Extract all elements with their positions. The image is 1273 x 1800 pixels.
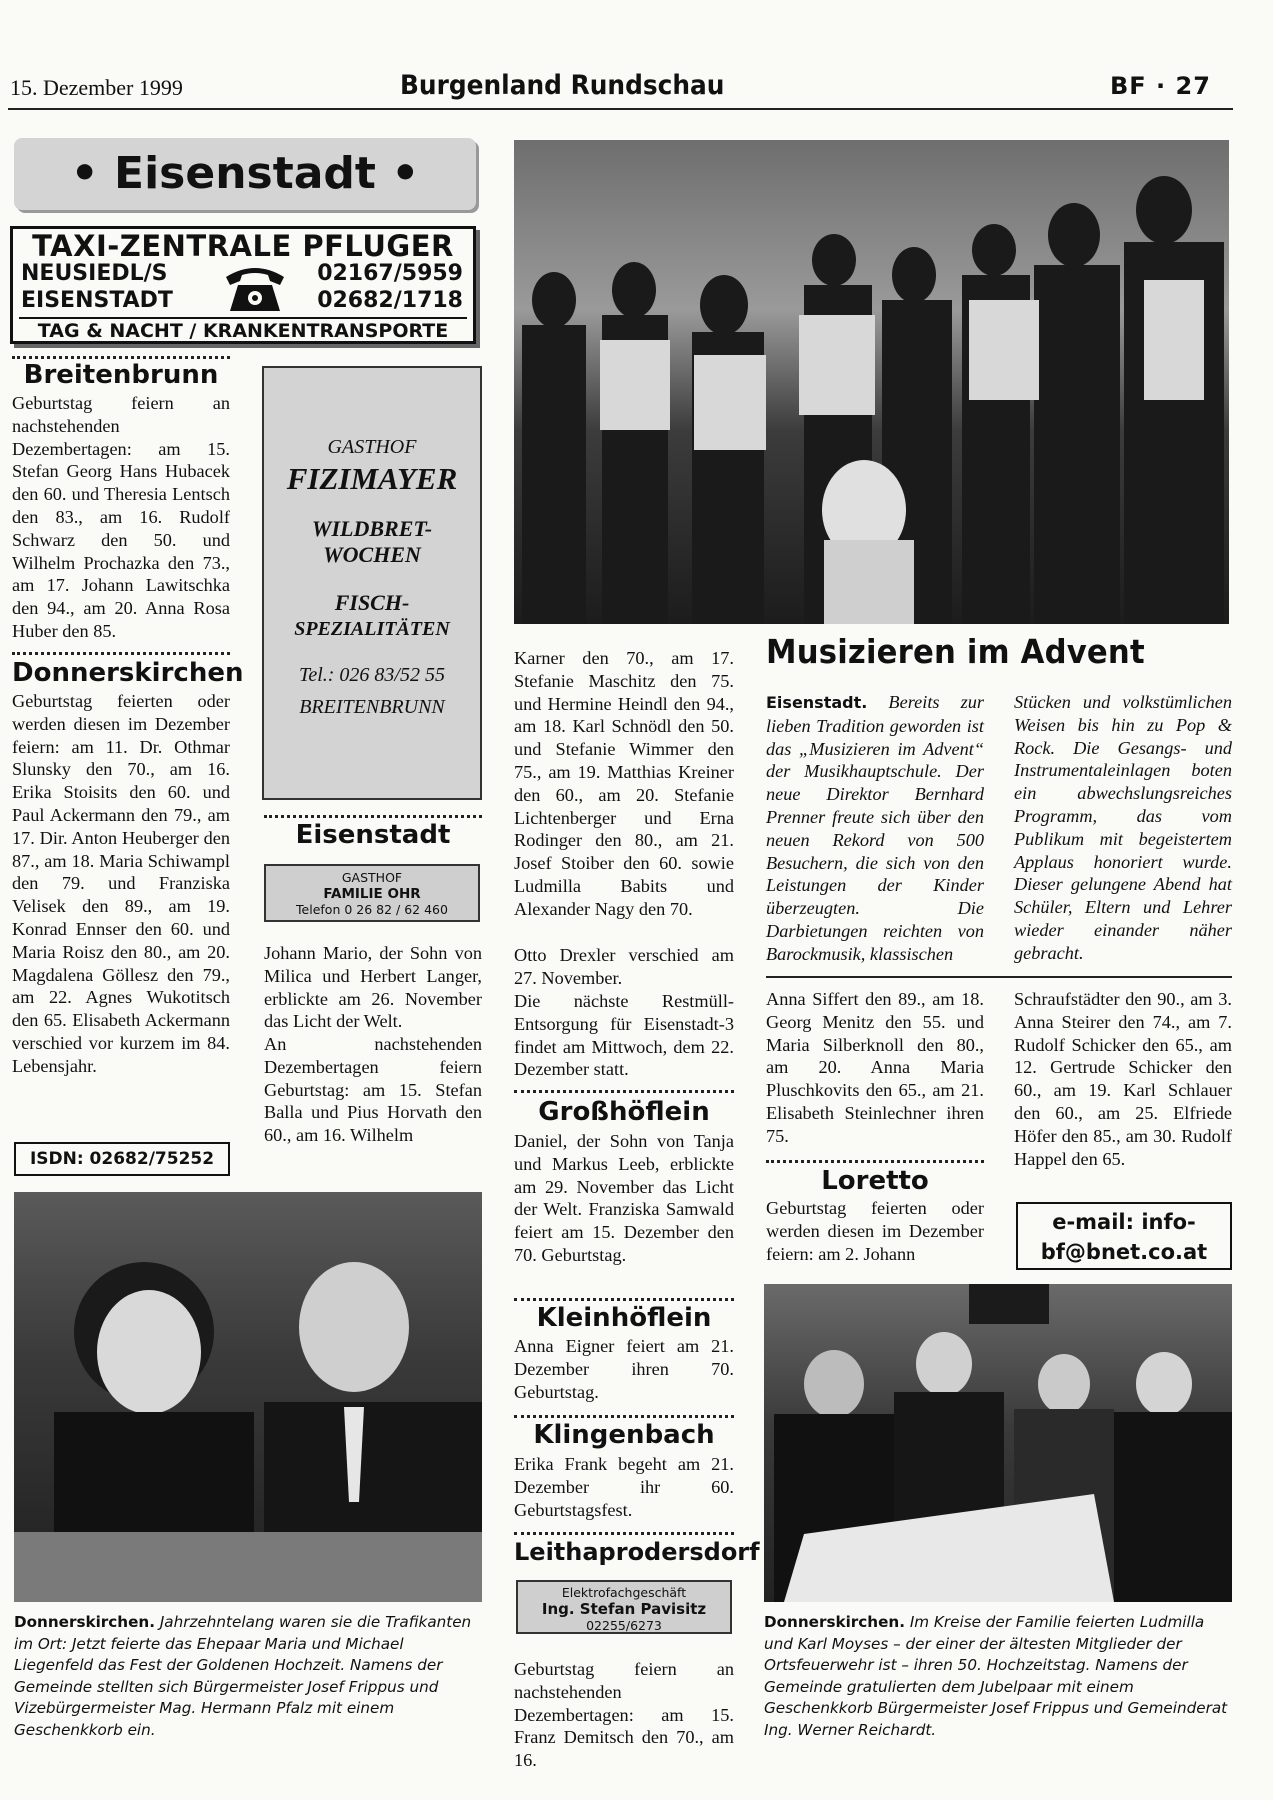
taxi-city-1: NEUSIEDL/S xyxy=(21,261,168,286)
klingenbach-text: Erika Frank begeht am 21. Dezember ihr 60. Geburtstagsfest. xyxy=(514,1454,734,1520)
divider xyxy=(264,815,482,818)
pavisitz-ad-name: Ing. Stefan Pavisitz xyxy=(541,1600,707,1618)
choir-photo xyxy=(514,140,1229,624)
section-heading-kleinhoeflein: Kleinhöflein xyxy=(536,1303,712,1333)
divider xyxy=(12,356,230,359)
section-heading-donnerskirchen: Donnerskirchen xyxy=(12,658,244,688)
caption-right-lead: Donnerskirchen. xyxy=(764,1613,905,1631)
pavisitz-ad xyxy=(516,1580,732,1634)
gasthof-offer-1: WILDBRET- xyxy=(311,516,433,541)
taxi-phone-2: 02682/1718 xyxy=(317,288,463,313)
caption-left-text: Jahrzehntelang waren sie die Trafikanten im Ort: Jetzt feierte das Ehepaar Maria und Michael Liegenfeld das Fest der Goldenen Hochzeit. Namens der Gemeinde stellten sich Bürgermeister Josef Frippus und Vizebürgermeister Mag. Hermann Pfalz mit einem Geschenkkorb ein. xyxy=(14,1613,472,1739)
gasthof-offer-2: FISCH- xyxy=(334,590,410,615)
family-photo xyxy=(764,1284,1232,1602)
divider xyxy=(12,652,230,655)
eisenstadt-birthday-text: An nachstehenden Dezembertagen feiern Geburtstag: am 15. Stefan Balla und Pius Horvath den 60., am 16. Wilhelm xyxy=(264,1034,482,1146)
eisenstadt-birth-text: Johann Mario, der Sohn von Milica und Herbert Langer, erblickte am 26. November das Licht der Welt. xyxy=(264,943,482,1032)
gasthof-name: FIZIMAYER xyxy=(286,461,458,496)
advent-text-col1 xyxy=(766,691,984,966)
taxi-ad-name: TAXI-ZENTRALE PFLUGER xyxy=(32,229,454,263)
caption-left xyxy=(14,1612,482,1741)
gasthof-fizimayer-ad xyxy=(262,366,482,800)
eisenstadt-birthday-text-cont: Karner den 70., am 17. Stefanie Maschitz den 75. und Hermine Heindl den 94., am 18. Karl Schnödl den 50. und Stefanie Wimmer den 75., am 19. Matthias Kreiner den 60., am 20. Stefanie Lichtenberger und Erna Rodinger den 80., am 21. Josef Stoiber den 60. sowie Ludmilla Babits und Alexander Nagy den 70. xyxy=(514,648,734,919)
birthday-list-cont: Anna Siffert den 89., am 18. Georg Menitz den 55. und Maria Silberknoll den 80., am 20. Anna Maria Pluschkovits den 65., am 21. Elisabeth Steinlechner ihren 75. xyxy=(766,989,984,1146)
isdn-box xyxy=(14,1142,230,1176)
telephone-icon xyxy=(224,263,286,313)
advent-text-1: Bereits zur lieben Tradition geworden ist das „Musizieren im Advent“ der Musikhauptschule. Der neue Direktor Bernhard Prenner freute sich über den neuen Rekord von 500 Besuchern, die sich von den Leistungen der Kinder überzeugten. Die Darbietungen reichten von Barockmusik, klassischen xyxy=(766,692,984,964)
divider xyxy=(514,1090,734,1093)
taxi-ad-footer: TAG & NACHT / KRANKENTRANSPORTE xyxy=(19,317,467,343)
advent-lead: Eisenstadt. xyxy=(766,693,868,712)
breitenbrunn-text: Geburtstag feiern an nachstehenden Dezembertagen: am 15. Stefan Georg Hans Hubacek den 60. und Theresia Lentsch den 83., am 16. Rudolf Schwarz den 50. und Wilhelm Prochazka den 73., am 17. Johann Lawitschka den 94., am 20. Anna Rosa Huber den 85. xyxy=(12,393,230,641)
divider xyxy=(514,1415,734,1418)
gasthof-location: BREITENBRUNN xyxy=(299,696,445,718)
email-box xyxy=(1016,1202,1232,1270)
eisenstadt-waste-text: Die nächste Restmüll-Entsorgung für Eisenstadt-3 findet am Mittwoch, dem 22. Dezember statt. xyxy=(514,991,734,1080)
divider xyxy=(766,1160,984,1163)
eisenstadt-death-text: Otto Drexler verschied am 27. November. xyxy=(514,945,734,988)
section-banner xyxy=(14,138,476,210)
loretto-text-cont: Schraufstädter den 90., am 3. Anna Steirer den 74., am 7. Rudolf Schicker den 65., am 12. Gertrude Schicker den 60., am 19. Karl Schlauer den 60., am 25. Elfriede Höfer den 85., am 30. Rudolf Happel den 65. xyxy=(1014,989,1232,1169)
newspaper-title: Burgenland Rundschau xyxy=(400,70,725,101)
gasthof-phone: Tel.: 026 83/52 55 xyxy=(299,664,445,686)
section-banner-text: • Eisenstadt • xyxy=(70,148,420,199)
page-number: BF · 27 xyxy=(1110,72,1211,100)
divider xyxy=(514,1532,734,1535)
header-rule xyxy=(8,108,1233,110)
section-heading-breitenbrunn: Breitenbrunn xyxy=(23,360,219,390)
section-heading-grosshoeflein: Großhöflein xyxy=(538,1097,710,1127)
ohr-ad-name: FAMILIE OHR xyxy=(323,886,421,902)
caption-right-text: Im Kreise der Familie feierten Ludmilla und Karl Moyses – der einer der ältesten Mitglieder der Ortsfeuerwehr ist – ihren 50. Hochzeitstag. Namens der Gemeinde gratulierten dem Jubelpaar mit einem Geschenkkorb Bürgermeister Josef Frippus und Gemeinderat Ing. Werner Reichardt. xyxy=(764,1613,1228,1739)
taxi-city-2: EISENSTADT xyxy=(21,288,173,313)
grosshoeflein-text: Daniel, der Sohn von Tanja und Markus Leeb, erblickte am 29. November das Licht der Welt. Franziska Samwald feiert am 15. Dezember den 70. Geburtstag. xyxy=(514,1131,734,1265)
ohr-ad-phone: Telefon 0 26 82 / 62 460 xyxy=(296,902,448,917)
issue-date: 15. Dezember 1999 xyxy=(10,75,183,100)
pavisitz-ad-line: Elektrofachgeschäft xyxy=(561,1585,687,1600)
leithaprodersdorf-text: Geburtstag feiern an nachstehenden Dezembertagen: am 15. Franz Demitsch den 70., am 16. xyxy=(514,1659,734,1771)
pavisitz-ad-phone: 02255/6273 xyxy=(586,1618,662,1633)
advent-text-col2: Stücken und volkstümlichen Weisen bis hin zu Pop & Rock. Die Gesangs- und Instrumentaleinlagen boten ein abwechslungsreiches Programm, das vom Publikum mit begeistertem Applaus honoriert wurde. Dieser gelungene Abend hat Schüler, Eltern und Lehrer wieder einander näher gebracht. xyxy=(1014,692,1232,963)
loretto-text: Geburtstag feierten oder werden diesen im Dezember feiern: am 2. Johann xyxy=(766,1198,984,1264)
section-heading-loretto: Loretto xyxy=(821,1166,929,1196)
section-heading-eisenstadt: Eisenstadt xyxy=(295,820,451,850)
ohr-ad-line: GASTHOF xyxy=(341,870,403,885)
gasthof-ohr-ad xyxy=(264,864,480,922)
gasthof-line: GASTHOF xyxy=(327,436,417,458)
caption-right xyxy=(764,1612,1232,1741)
caption-left-lead: Donnerskirchen. xyxy=(14,1613,155,1631)
kleinhoeflein-text: Anna Eigner feiert am 21. Dezember ihren 70. Geburtstag. xyxy=(514,1336,734,1402)
donnerskirchen-text: Geburtstag feierten oder werden diesen im Dezember feiern: am 11. Dr. Othmar Slunsky den 70., am 16. Erika Stoisits den 60. und Paul Ackermann den 79., am 17. Dir. Anton Heuberger den 87., am 18. Maria Schiwampl den 79. und Franziska Velisek den 89., am 19. Konrad Ennser den 60. und Maria Roisz den 80., am 20. Magdalena Göllesz den 79., am 22. Agnes Wukotitsch den 65. Elisabeth Ackermann verschied vor kurzem im 84. Lebensjahr. xyxy=(12,691,230,1076)
couple-photo xyxy=(14,1192,482,1602)
gasthof-offer-1b: WOCHEN xyxy=(323,542,421,567)
advent-headline: Musizieren im Advent xyxy=(766,632,1145,671)
taxi-phone-1: 02167/5959 xyxy=(317,261,463,286)
section-heading-leithaprodersdorf: Leithaprodersdorf xyxy=(514,1538,760,1566)
email-link[interactable]: bf@bnet.co.at xyxy=(1040,1240,1208,1264)
advent-rule xyxy=(766,976,1232,978)
section-heading-klingenbach: Klingenbach xyxy=(533,1420,715,1450)
gasthof-offer-2b: SPEZIALITÄTEN xyxy=(294,618,450,640)
email-line-1: e-mail: info- xyxy=(1052,1210,1196,1234)
taxi-ad xyxy=(10,226,476,344)
isdn-text: ISDN: 02682/75252 xyxy=(29,1149,215,1169)
divider xyxy=(514,1298,734,1301)
